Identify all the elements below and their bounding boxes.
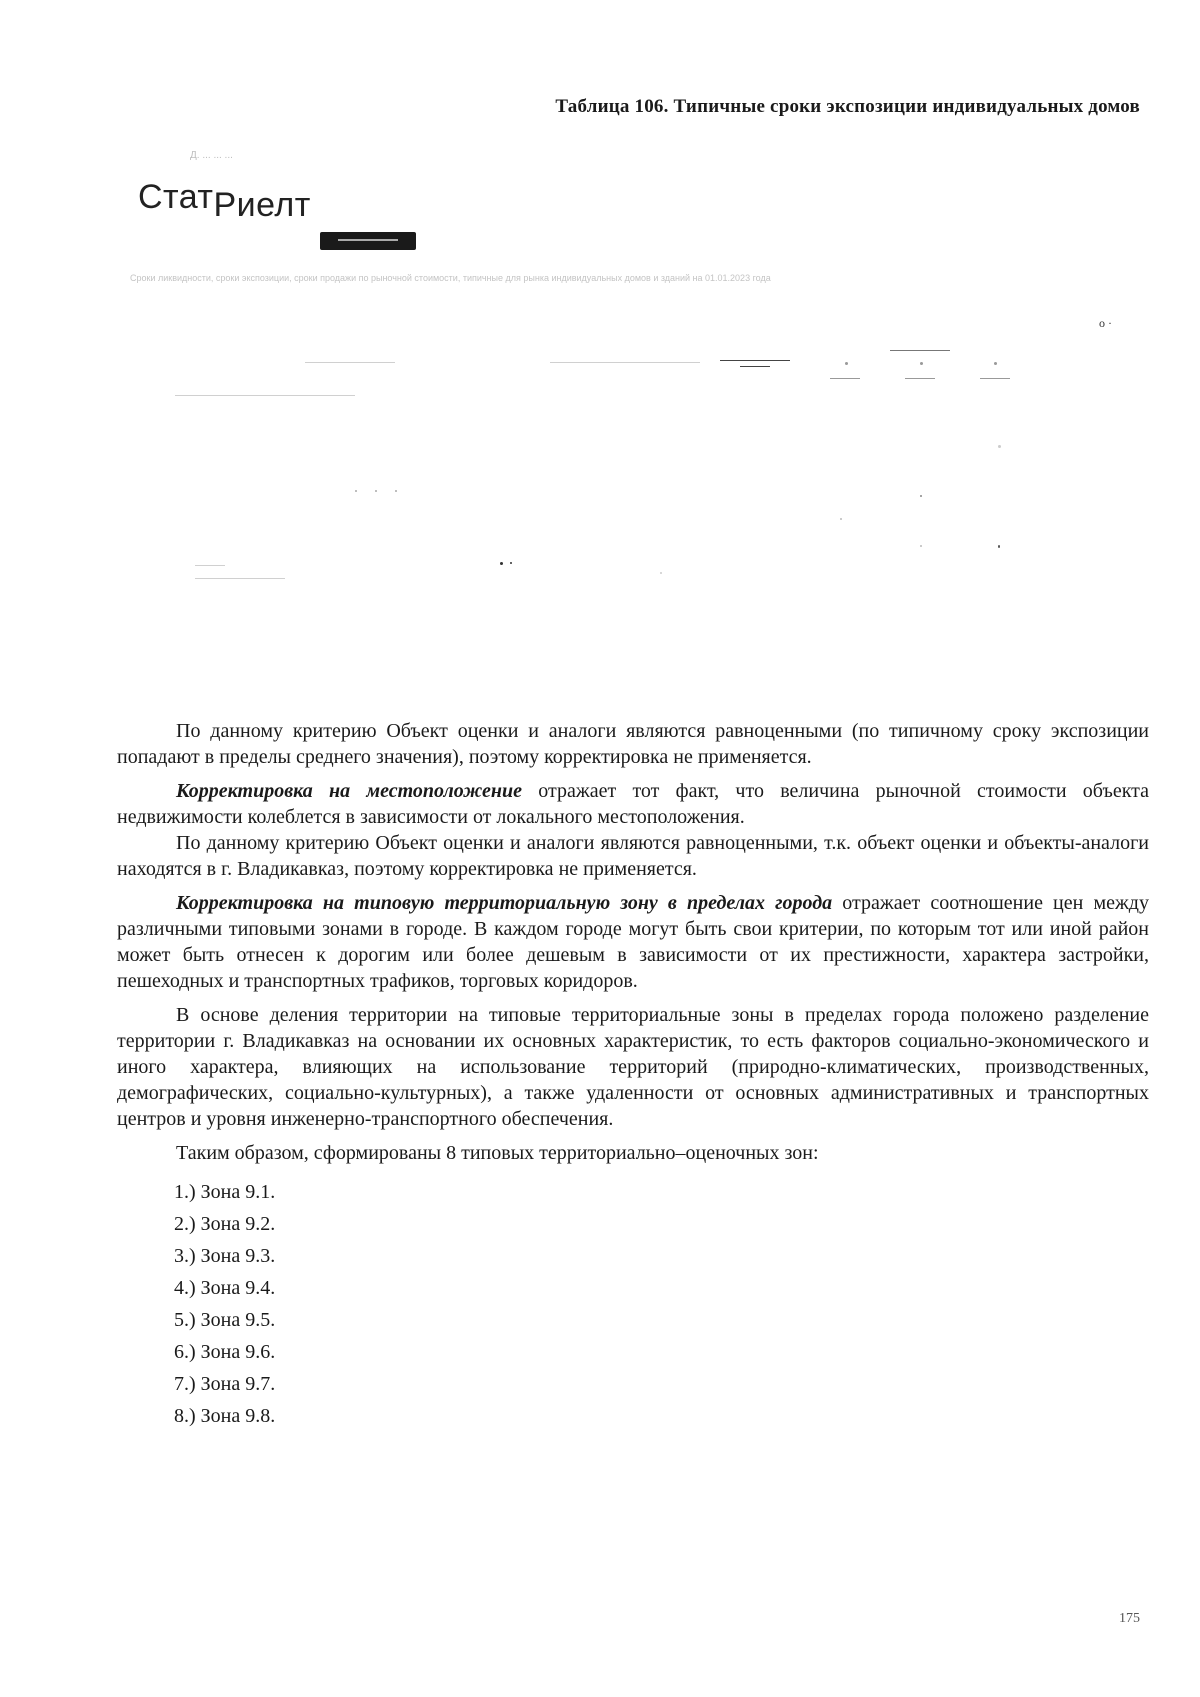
paragraph-2-bold: Корректировка на местоположение [176,780,523,802]
paragraph-4-text: отражает соотношение цен между различными типовыми зонами в городе. В каждом городе могут быть свои критерии, по которым тот или иной район может быть отнесен к дорогим или более дешевым в зависимости от их престижности, характера застройки, пешеходных и транспортных трафиков, торговых коридоров. [117,892,1149,992]
faint-dot-4 [395,490,397,492]
dark-badge [320,232,416,250]
faint-header-line-7 [905,378,935,379]
paragraph-5: В основе деления территории на типовые территориальные зоны в пределах города положено разделение территории г. Владикавказ на основании их основных характеристик, то есть факторов социально-экономического и иного характера, влияющих на использование территорий (природно-климатических, производственных, демографических, социально-культурных), а также удаленности от основных административных и транспортных центров и уровня инженерно-транспортного обеспечения. [117,1004,1149,1130]
paragraph-2-text: отражает тот факт, что величина рыночной стоимости объекта недвижимости колеблется в зависимости от локального местоположения. [117,780,1150,828]
list-item: 7.) Зона 9.7. [174,1373,276,1395]
faint-dot-9 [500,562,503,565]
paragraph-4-bold: Корректировка на типовую территориальную зону в пределах города [176,892,833,914]
list-item: 3.) Зона 9.3. [174,1245,276,1267]
list-item: 2.) Зона 9.2. [174,1213,276,1235]
paragraph-6: Таким образом, сформированы 8 типовых территориально–оценочных зон: [176,1142,819,1164]
paragraph-3: По данному критерию Объект оценки и аналоги являются равноценными, т.к. объект оценки и объекты-аналоги находятся в г. Владикавказ, поэтому корректировка не применяется. [117,832,1149,880]
statrielt-logo [138,178,311,224]
faint-marker-2 [920,362,923,365]
faint-header-line-8 [980,378,1010,379]
table-caption: Таблица 106. Типичные сроки экспозиции индивидуальных домов [555,96,1140,117]
list-item: 5.) Зона 9.5. [174,1309,276,1331]
faint-header-line-3 [720,360,790,361]
faint-marker-3 [994,362,997,365]
embed-corner-mark: о · [1099,316,1112,330]
list-item: 4.) Зона 9.4. [174,1277,276,1299]
faint-header-line-5 [890,350,950,351]
faint-row-line-3 [195,578,285,579]
embedded-screenshot [130,140,1120,680]
list-item: 6.) Зона 9.6. [174,1341,276,1363]
faint-dot-11 [660,572,662,574]
embed-small-text: Д. ... ... ... [190,150,233,161]
faint-header-line-4 [740,366,770,367]
logo-part-2: Риелт [213,186,311,224]
faint-dot-3 [375,490,377,492]
faint-row-line-1 [175,395,355,396]
faint-marker-1 [845,362,848,365]
faint-header-line-2 [550,362,700,363]
embed-description: Сроки ликвидности, сроки экспозиции, сроки продажи по рыночной стоимости, типичные для рынка индивидуальных домов и зданий на 01.01.2023 года [130,273,771,283]
faint-dot-1 [998,445,1001,448]
faint-row-line-2 [195,565,225,566]
zones-list [117,1176,1149,1432]
faint-dot-8 [998,545,1000,548]
body-text [117,718,1149,1432]
faint-dot-10 [510,562,512,564]
faint-dot-2 [355,490,357,492]
paragraph-1: По данному критерию Объект оценки и аналоги являются равноценными (по типичному сроку экспозиции попадают в пределы среднего значения), поэтому корректировка не применяется. [117,720,1149,768]
faint-dot-6 [840,518,842,520]
faint-dot-5 [920,495,922,497]
list-item: 1.) Зона 9.1. [174,1181,276,1203]
page-number: 175 [1119,1611,1140,1626]
faint-header-line-1 [305,362,395,363]
paragraph-4 [117,890,1149,994]
faint-header-line-6 [830,378,860,379]
paragraph-2 [117,778,1149,830]
faint-dot-7 [920,545,922,547]
logo-part-1: Стат [138,178,214,216]
list-item: 8.) Зона 9.8. [174,1405,276,1427]
